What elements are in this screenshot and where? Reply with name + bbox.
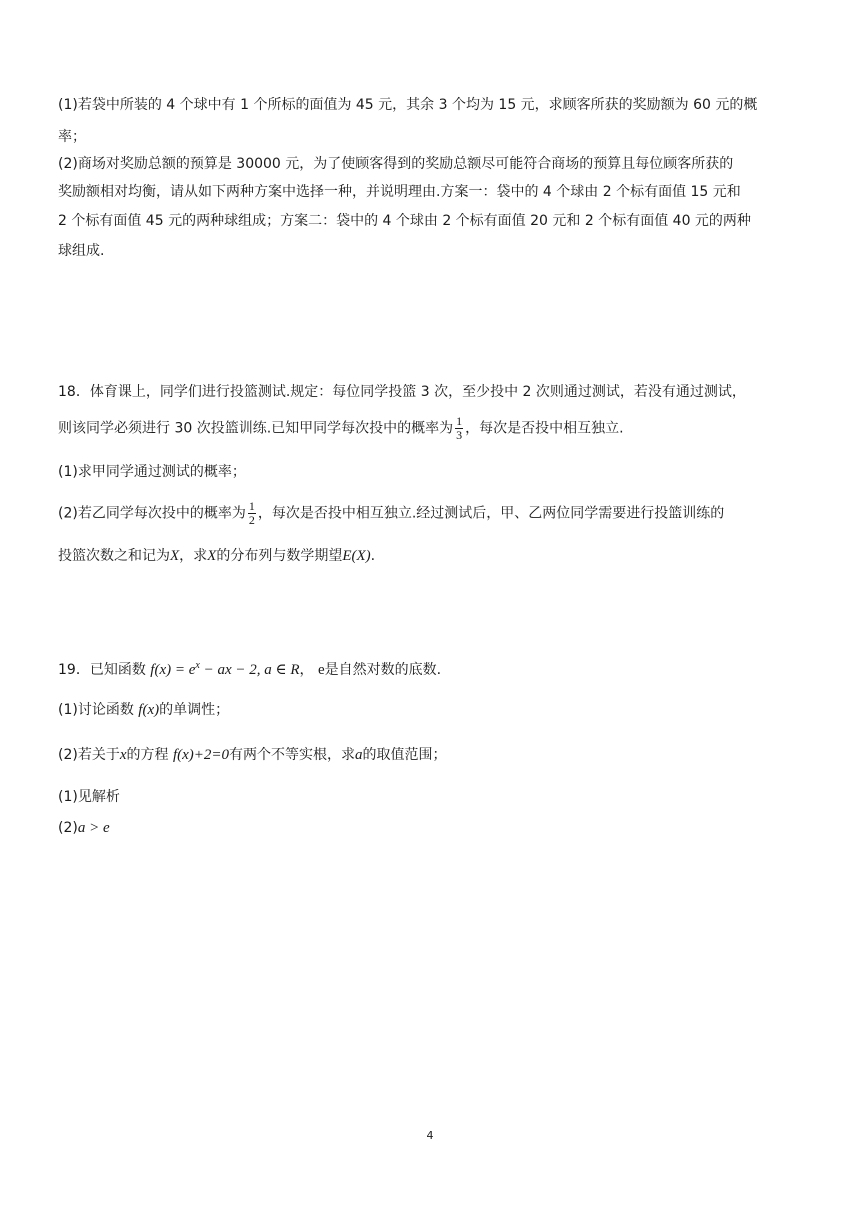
e-symbol: e: [317, 662, 325, 678]
equation: f(x)+2=0: [172, 747, 230, 763]
q18-sub2-line2: 投篮次数之和记为X，求X的分布列与数学期望E(X).: [58, 548, 376, 564]
q19-answer1: (1)见解析: [58, 789, 120, 805]
variable-x: x: [119, 747, 127, 763]
q17-part1-line2: 率；: [58, 129, 86, 145]
q19-line1: 19．已知函数 $f(x) = e^x$ − ax − 2, a ∈ R， e是自然对数的底数.: [58, 660, 442, 678]
q17-part2-line4: 球组成.: [58, 243, 105, 259]
page-number: 4: [426, 1129, 434, 1142]
q19-answer2: (2)a > e: [58, 820, 110, 836]
q18-fraction-one-half: $\frac{1}{2}$: [248, 499, 255, 527]
variable-a: a: [355, 747, 363, 763]
answer2-expr: a > e: [77, 820, 110, 836]
q18-line2-text-b: ，每次是否投中相互独立.: [465, 420, 624, 437]
q17-part2-line3: 2 个标有面值 45 元的两种球组成；方案二：袋中的 4 个球由 2 个标有面值 20 元和 2 个标有面值 40 元的两种: [58, 213, 751, 229]
q19-sub1: (1)讨论函数 f(x)的单调性；: [58, 702, 230, 718]
variable-x-upper: X: [207, 548, 217, 564]
q18-sub2-line1: (2)若乙同学每次投中的概率为 $\frac{1}{2}$ ，每次是否投中相互独立.经过测试后，甲、乙两位同学需要进行投篮训练的: [58, 499, 725, 527]
q18-line1: 18．体育课上，同学们进行投篮测试.规定：每位同学投篮 3 次，至少投中 2 次则通过测试，若没有通过测试，: [58, 384, 746, 400]
variable-x-upper: X: [170, 548, 180, 564]
expectation-expr: E(X): [342, 548, 371, 564]
function-fx: f(x): [138, 702, 160, 718]
q18-line2-text-a: 则该同学必须进行 30 次投篮训练.已知甲同学每次投中的概率为: [58, 420, 454, 437]
q18-line2: [58, 415, 624, 442]
q19-sub2: (2)若关于x的方程 f(x)+2=0有两个不等实根，求a的取值范围；: [58, 747, 447, 763]
q18-sub1: (1)求甲同学通过测试的概率；: [58, 464, 246, 480]
function-definition: $f(x) = e^x$ − ax − 2, a ∈ R: [150, 660, 300, 678]
q17-part2-line1: (2)商场对奖励总额的预算是 30000 元，为了使顾客得到的奖励总额尽可能符合商场的预算且每位顾客所获的: [58, 156, 734, 172]
q17-part1-line1: (1)若袋中所装的 4 个球中有 1 个所标的面值为 45 元，其余 3 个均为 15 元，求顾客所获的奖励额为 60 元的概: [58, 97, 758, 113]
q18-fraction-one-third: $\frac{1}{3}$: [456, 414, 463, 442]
q17-part2-line2: 奖励额相对均衡，请从如下两种方案中选择一种，并说明理由.方案一：袋中的 4 个球由 2 个标有面值 15 元和: [58, 184, 741, 200]
